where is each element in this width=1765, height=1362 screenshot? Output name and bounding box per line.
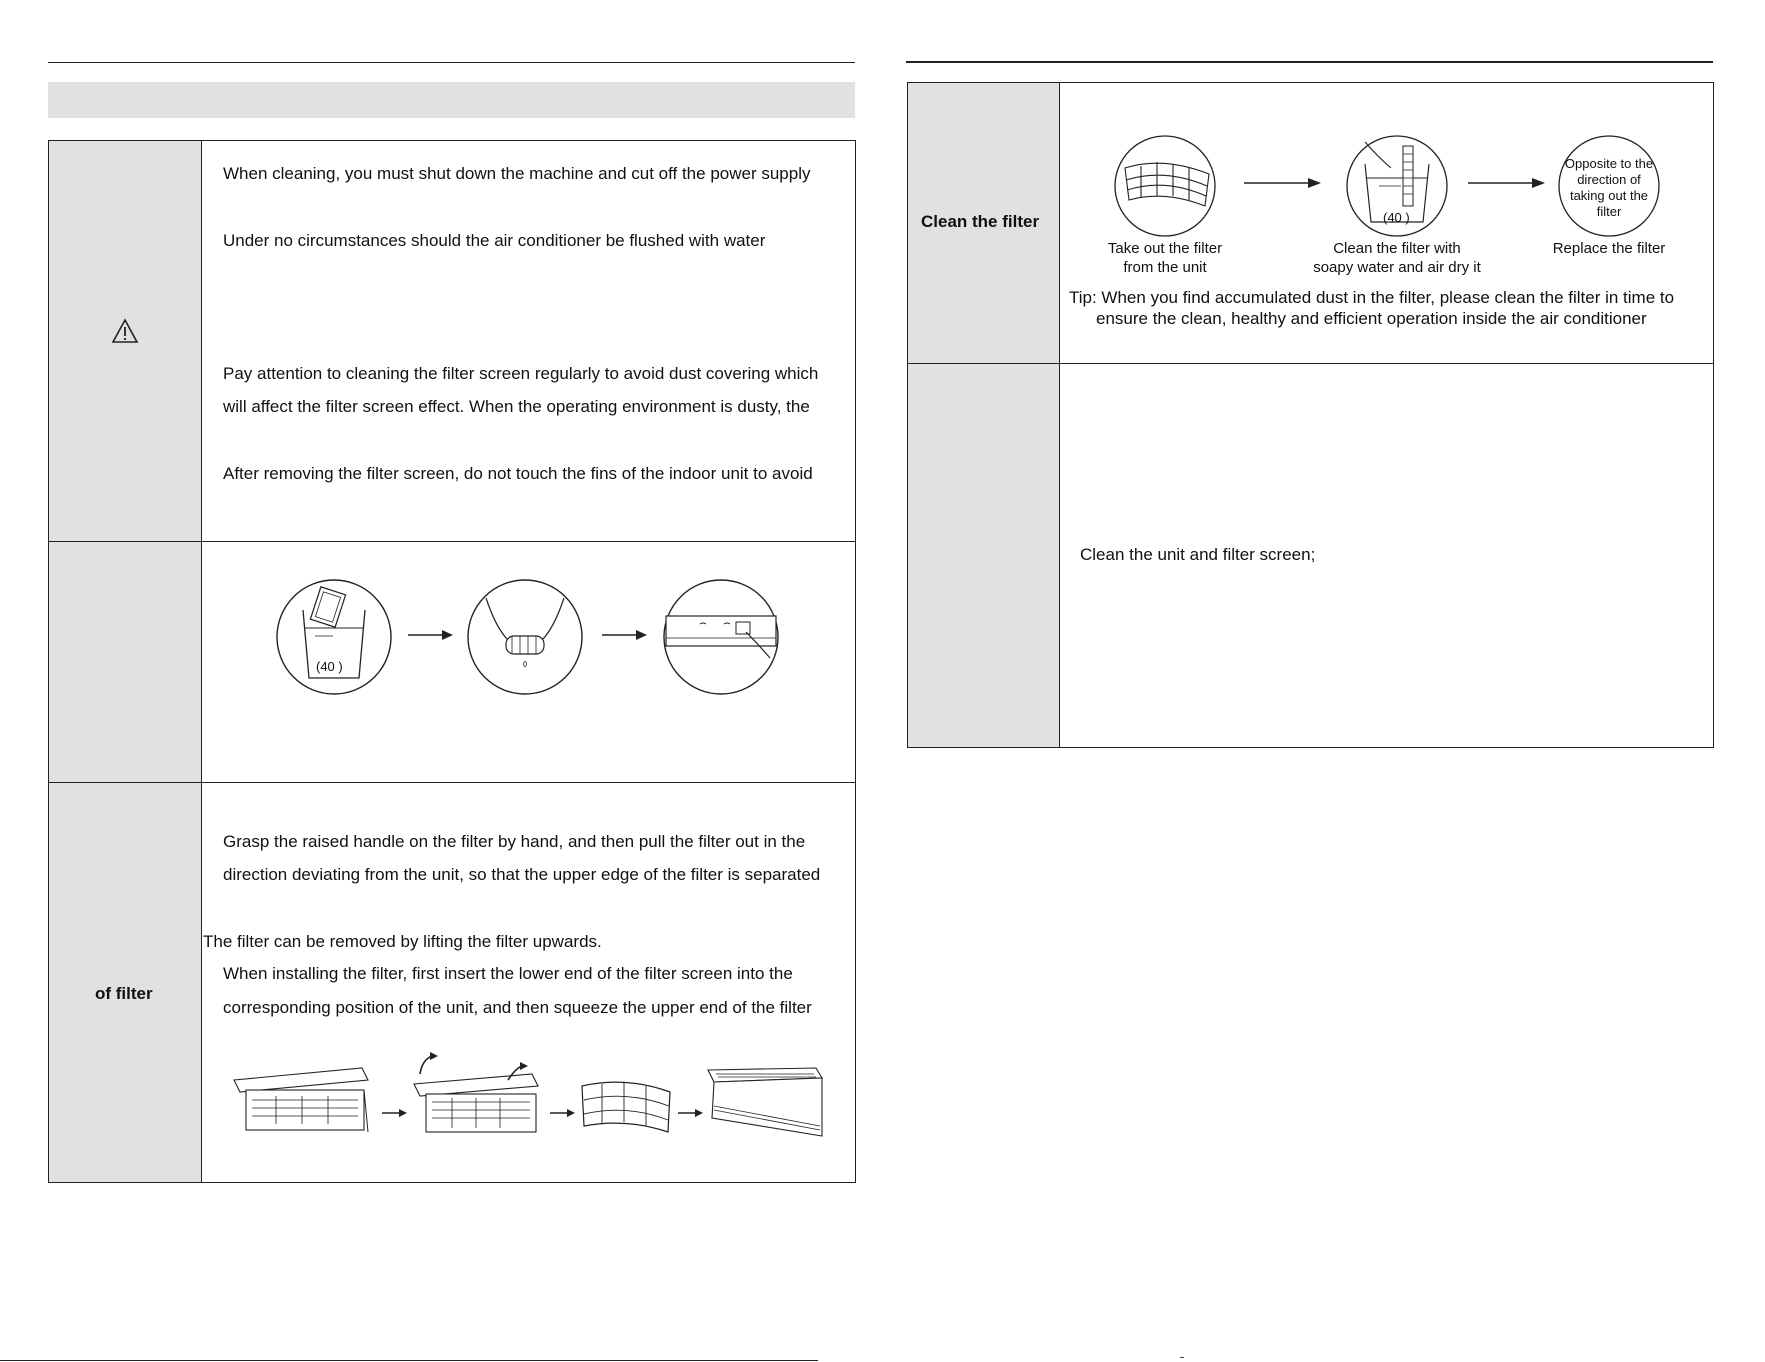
step2-caption-line2: soapy water and air dry it — [1313, 259, 1481, 276]
caution-text-1: When cleaning, you must shut down the machine and cut off the power supply — [223, 164, 811, 183]
arrow-right-icon — [678, 1106, 704, 1118]
filter-text-5: corresponding position of the unit, and then squeeze the upper end of the filter — [223, 998, 812, 1017]
wash-water-temp-label: (40 ) — [316, 659, 343, 674]
tip-text-line2: ensure the clean, healthy and efficient operation inside the air conditioner — [1096, 309, 1647, 328]
arrow-right-icon — [1244, 176, 1322, 190]
clean-filter-water-temp-label: (40 ) — [1383, 210, 1410, 225]
filter-text-1: Grasp the raised handle on the filter by hand, and then pull the filter out in the — [223, 832, 806, 851]
arrow-right-icon — [602, 628, 648, 642]
step2-caption-line1: Clean the filter with — [1333, 240, 1461, 257]
filter-text-2: direction deviating from the unit, so that the upper edge of the filter is separated — [223, 865, 821, 884]
step3-caption: Replace the filter — [1552, 240, 1666, 257]
caution-text-5: After removing the filter screen, do not touch the fins of the indoor unit to avoid — [223, 464, 813, 483]
left-table-header-column — [49, 141, 202, 1182]
indoor-unit-closed-illustration — [706, 1066, 824, 1142]
indoor-unit-lift-filter-illustration — [412, 1052, 544, 1142]
filter-text-3: The filter can be removed by lifting the filter upwards. — [203, 932, 602, 951]
left-bottom-rule — [0, 1360, 818, 1361]
filter-section-label: of filter — [95, 984, 153, 1003]
arrow-right-icon — [382, 1106, 408, 1118]
left-top-rule — [48, 62, 855, 63]
step1-caption-line1: Take out the filter — [1107, 240, 1223, 257]
tip-text-line1: Tip: When you find accumulated dust in the filter, please clean the filter in time to — [1069, 288, 1675, 307]
right-table-header-column — [908, 83, 1060, 747]
caution-text-4: will affect the filter screen effect. When the operating environment is dusty, the — [223, 397, 810, 416]
arrow-right-icon — [550, 1106, 576, 1118]
wash-cup-illustration — [275, 578, 393, 696]
indoor-unit-open-panel-illustration — [232, 1060, 370, 1142]
removed-filter-illustration — [580, 1078, 672, 1136]
left-row-divider-2 — [49, 782, 855, 783]
replace-filter-circle-text: Opposite to the direction of taking out the filter — [1564, 156, 1654, 219]
step1-caption-line2: from the unit — [1123, 259, 1207, 276]
arrow-right-icon — [408, 628, 454, 642]
arrow-right-icon — [1468, 176, 1546, 190]
filter-text-4: When installing the filter, first insert the lower end of the filter screen into the — [223, 964, 793, 983]
caution-text-2: Under no circumstances should the air conditioner be flushed with water — [223, 231, 766, 250]
bottom-page-mark — [1180, 1357, 1184, 1361]
right-top-rule — [906, 61, 1713, 63]
left-section-header-band — [48, 82, 855, 118]
left-row-divider-1 — [49, 541, 855, 542]
hands-squeeze-filter-illustration — [466, 578, 584, 696]
wipe-unit-illustration — [662, 578, 780, 696]
right-row-divider — [908, 363, 1713, 364]
clean-unit-text: Clean the unit and filter screen; — [1080, 545, 1316, 564]
caution-text-3: Pay attention to cleaning the filter screen regularly to avoid dust covering which — [223, 364, 819, 383]
clean-filter-label: Clean the filter — [921, 212, 1040, 231]
warning-triangle-icon — [111, 318, 139, 344]
filter-in-unit-illustration — [1113, 134, 1217, 238]
